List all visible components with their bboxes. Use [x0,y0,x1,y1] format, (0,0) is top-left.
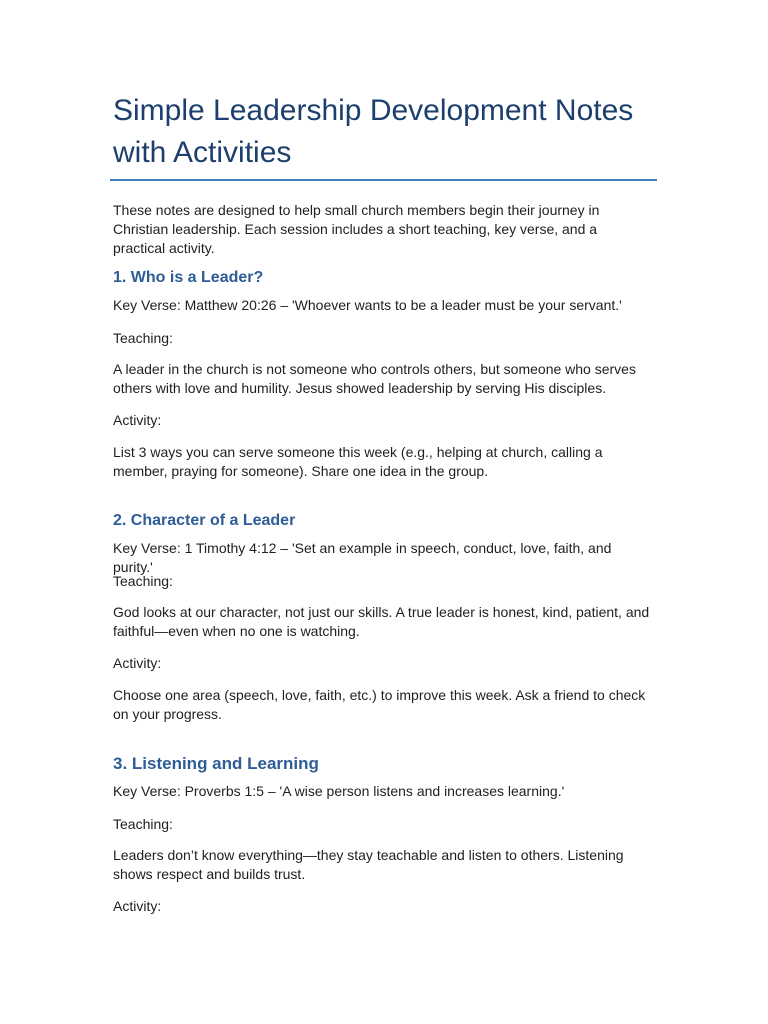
activity-label: Activity: [113,655,162,671]
section-listening-and-learning [113,754,659,914]
key-verse: Key Verse: Matthew 20:26 – 'Whoever wants to be a leader must be your servant.' [113,297,622,313]
activity-text: List 3 ways you can serve someone this week (e.g., helping at church, calling a member, praying for someone). Share one idea in the group. [113,444,603,479]
teaching-label: Teaching: [113,573,173,589]
teaching-text: A leader in the church is not someone who controls others, but someone who serves others with love and humility. Jesus showed leadership by serving His disciples. [113,361,636,396]
section-who-is-a-leader [113,268,659,479]
section-heading: 2. Character of a Leader [113,512,296,529]
teaching-label: Teaching: [113,330,173,346]
activity-label: Activity: [113,898,162,914]
section-character-of-a-leader [113,511,659,722]
activity-text: Choose one area (speech, love, faith, etc.) to improve this week. Ask a friend to check on your progress. [113,687,646,722]
key-verse: Key Verse: Proverbs 1:5 – 'A wise person listens and increases learning.' [113,783,565,799]
section-heading: 1. Who is a Leader? [113,269,264,286]
intro-paragraph: These notes are designed to help small church members begin their journey in Christian leadership. Each session includes a short teaching, key verse, and a practical activity. [113,202,600,256]
activity-label: Activity: [113,412,162,428]
title-divider [110,179,657,181]
teaching-text: God looks at our character, not just our skills. A true leader is honest, kind, patient, and faithful—even when no one is watching. [113,604,650,639]
document-title: Simple Leadership Development Notes with Activities [113,94,634,169]
section-heading: 3. Listening and Learning [113,754,319,773]
key-verse: Key Verse: 1 Timothy 4:12 – 'Set an example in speech, conduct, love, faith, and purity.' [113,540,612,575]
teaching-label: Teaching: [113,816,173,832]
teaching-text: Leaders don’t know everything—they stay teachable and listen to others. Listening shows respect and builds trust. [113,847,624,882]
